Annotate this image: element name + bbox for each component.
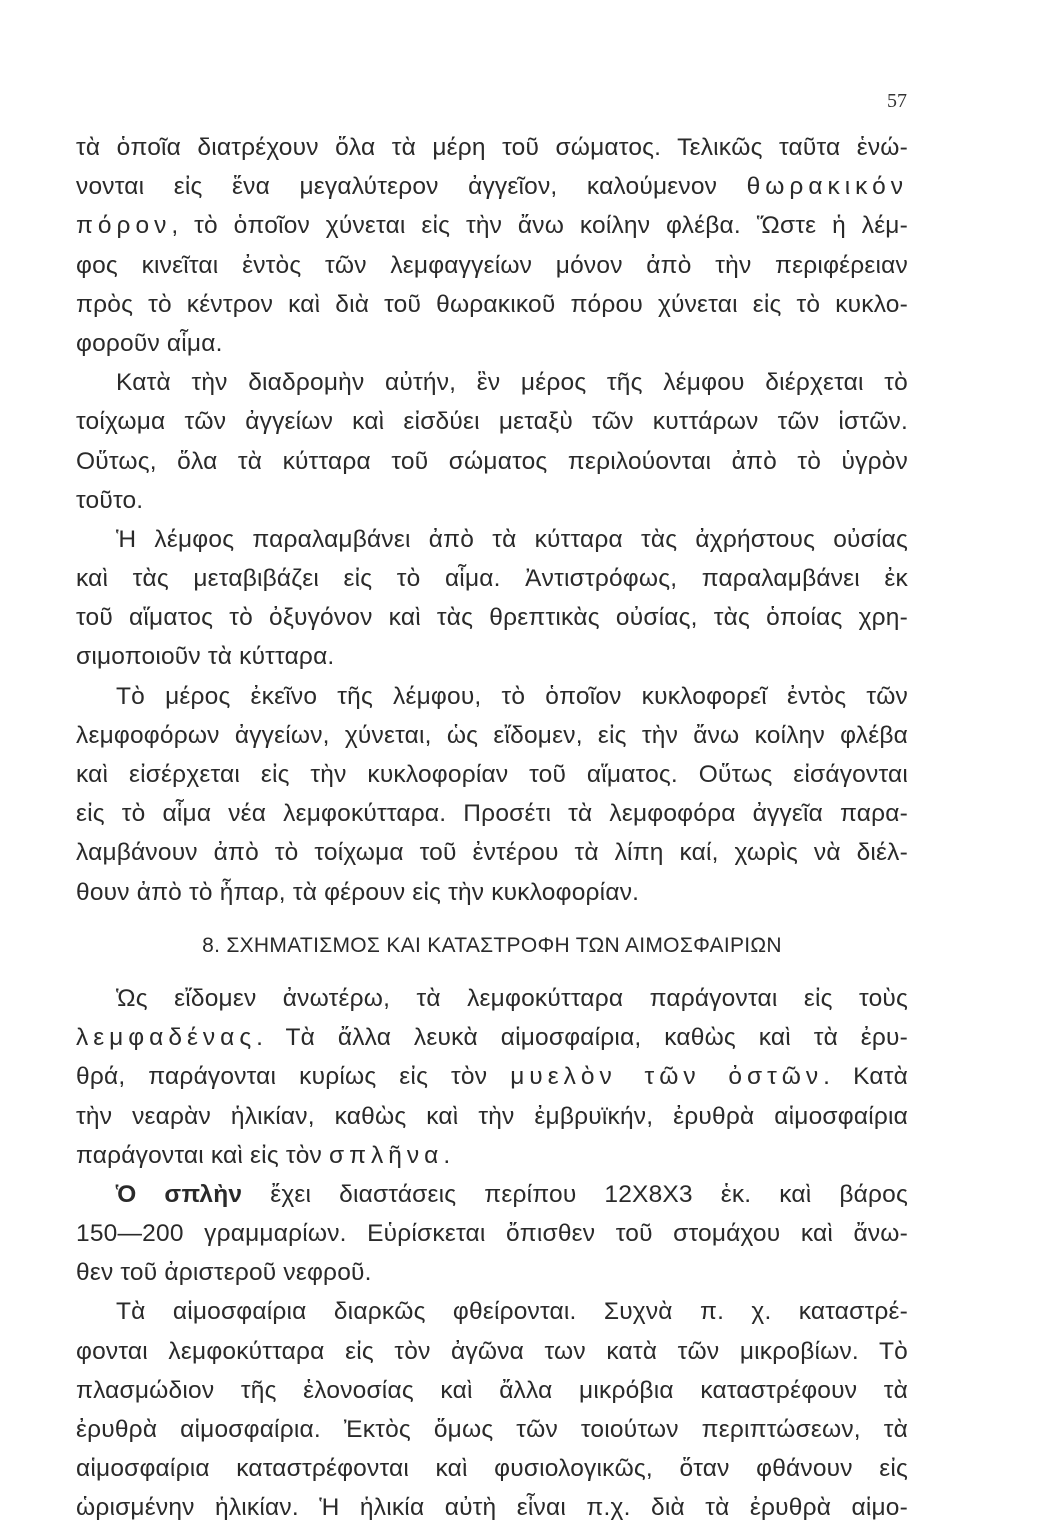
paragraph-start: Τὸ μέρος ἐκεῖνο τῆς λέμφου, τὸ ὁποῖον κυκλοφορεῖ ἐντὸς τῶν <box>116 682 908 710</box>
paragraph-start: Ὡς εἴδομεν ἀνωτέρω, τὰ λεμφοκύτταρα παράγονται εἰς τοὺς <box>116 984 908 1012</box>
text-line <box>76 1136 908 1175</box>
paragraph-start: Ἡ λέμφος παραλαμβάνει ἀπὸ τὰ κύτταρα τὰς ἀχρήστους οὐσίας <box>116 525 908 553</box>
text-line: τοῦτο. <box>76 486 144 514</box>
body-text <box>76 128 908 1528</box>
text-line: φοροῦν αἷμα. <box>76 329 223 357</box>
text-line: ὡρισμένην ἡλικίαν. Ἡ ἡλικία αὐτὴ εἶναι π.χ. διὰ τὰ ἐρυθρὰ αἱμο- <box>76 1494 908 1522</box>
text-line: αἱμοσφαίρια καταστρέφονται καὶ φυσιολογικῶς, ὅταν φθάνουν εἰς <box>76 1455 908 1483</box>
text-line: τοίχωμα τῶν ἀγγείων καὶ εἰσδύει μεταξὺ τῶν κυττάρων τῶν ἱστῶν. <box>76 408 908 436</box>
text-line: λεμφοφόρων ἀγγείων, χύνεται, ὡς εἴδομεν, εἰς τὴν ἄνω κοίλην φλέβα <box>76 721 908 749</box>
section-heading: 8. ΣΧΗΜΑΤΙΣΜΟΣ ΚΑΙ ΚΑΤΑΣΤΡΟΦΗ ΤΩΝ ΑΙΜΟΣΦΑΙΡΙΩΝ <box>202 933 782 957</box>
text-line <box>76 1018 908 1057</box>
text-line: σιμοποιοῦν τὰ κύτταρα. <box>76 643 335 671</box>
text-span: νονται εἰς ἕνα μεγαλύτερον ἀγγεῖον, καλούμενον <box>76 173 718 201</box>
paragraph-start: Κατὰ τὴν διαδρομὴν αὐτήν, ἓν μέρος τῆς λέμφου διέρχεται τὸ <box>116 369 908 397</box>
text-line <box>76 1057 908 1096</box>
text-line: τὰ ὁποῖα διατρέχουν ὅλα τὰ μέρη τοῦ σώματος. Τελικῶς ταῦτα ἑνώ- <box>76 134 908 161</box>
text-line <box>76 167 908 206</box>
text-span: ἔχει διαστάσεις περίπου 12Χ8Χ3 ἑκ. καὶ βάρος <box>270 1180 908 1208</box>
text-line: πρὸς τὸ κέντρον καὶ διὰ τοῦ θωρακικοῦ πόρου χύνεται εἰς τὸ κυκλο- <box>76 290 908 318</box>
text-line: εἰς τὸ αἷμα νέα λεμφοκύτταρα. Προσέτι τὰ λεμφοφόρα ἀγγεῖα παρα- <box>76 800 908 828</box>
emphasized-term: μυελὸν τῶν ὀστῶν <box>510 1063 824 1091</box>
emphasized-term: πόρον <box>76 212 172 240</box>
text-line: Οὕτως, ὅλα τὰ κύτταρα τοῦ σώματος περιλούονται ἀπὸ τὸ ὑγρὸν <box>76 447 908 475</box>
text-span: , τὸ ὁποῖον χύνεται εἰς τὴν ἄνω κοίλην φλέβα. Ὥστε ἡ λέμ- <box>171 212 908 240</box>
text-span: θρά, παράγονται κυρίως εἰς τὸν <box>76 1063 488 1091</box>
page-number: 57 <box>887 90 907 112</box>
text-line <box>76 206 908 245</box>
paragraph-start: Τὰ αἱμοσφαίρια διαρκῶς φθείρονται. Συχνὰ π. χ. καταστρέ- <box>116 1298 908 1326</box>
text-line: θουν ἀπὸ τὸ ἧπαρ, τὰ φέρουν εἰς τὴν κυκλοφορίαν. <box>76 878 640 906</box>
text-span: . Κατὰ <box>823 1063 908 1091</box>
text-span: . <box>443 1141 451 1169</box>
emphasized-term: θωρακικόν <box>746 173 908 201</box>
text-line: τοῦ αἵματος τὸ ὀξυγόνον καὶ τὰς θρεπτικὰς οὐσίας, τὰς ὁποίας χρη- <box>76 604 908 632</box>
text-line: πλασμώδιον τῆς ἑλονοσίας καὶ ἄλλα μικρόβια καταστρέφουν τὰ <box>76 1376 908 1404</box>
text-span: . Τὰ ἄλλα λευκὰ αἱμοσφαίρια, καθὼς καὶ τὰ ἐρυ- <box>256 1024 908 1052</box>
text-line: φονται λεμφοκύτταρα εἰς τὸν ἀγῶνα των κατὰ τῶν μικροβίων. Τὸ <box>76 1337 908 1365</box>
text-line: τὴν νεαρὰν ἡλικίαν, καθὼς καὶ τὴν ἐμβρυϊκήν, ἐρυθρὰ αἱμοσφαίρια <box>76 1102 908 1130</box>
text-line: 150—200 γραμμαρίων. Εὑρίσκεται ὄπισθεν τοῦ στομάχου καὶ ἄνω- <box>76 1220 908 1248</box>
text-line: λαμβάνουν ἀπὸ τὸ τοίχωμα τοῦ ἐντέρου τὰ λίπη καί, χωρὶς νὰ διέλ- <box>76 839 908 867</box>
text-line: ἐρυθρὰ αἱμοσφαίρια. Ἐκτὸς ὅμως τῶν τοιούτων περιπτώσεων, τὰ <box>76 1416 908 1443</box>
paragraph-start <box>76 1175 908 1214</box>
emphasized-term: λεμφαδένας <box>76 1024 257 1052</box>
emphasized-term: σπλῆνα <box>329 1141 444 1169</box>
text-line: θεν τοῦ ἀριστεροῦ νεφροῦ. <box>76 1259 372 1287</box>
text-line: καὶ εἰσέρχεται εἰς τὴν κυκλοφορίαν τοῦ αἵματος. Οὕτως εἰσάγονται <box>76 761 908 788</box>
text-span: παράγονται καὶ εἰς τὸν <box>76 1141 322 1169</box>
text-line: φος κινεῖται ἐντὸς τῶν λεμφαγγείων μόνον ἀπὸ τὴν περιφέρειαν <box>76 251 908 279</box>
bold-term: Ὁ σπλὴν <box>116 1180 243 1208</box>
text-line: καὶ τὰς μεταβιβάζει εἰς τὸ αἷμα. Ἀντιστρόφως, παραλαμβάνει ἐκ <box>76 565 908 593</box>
